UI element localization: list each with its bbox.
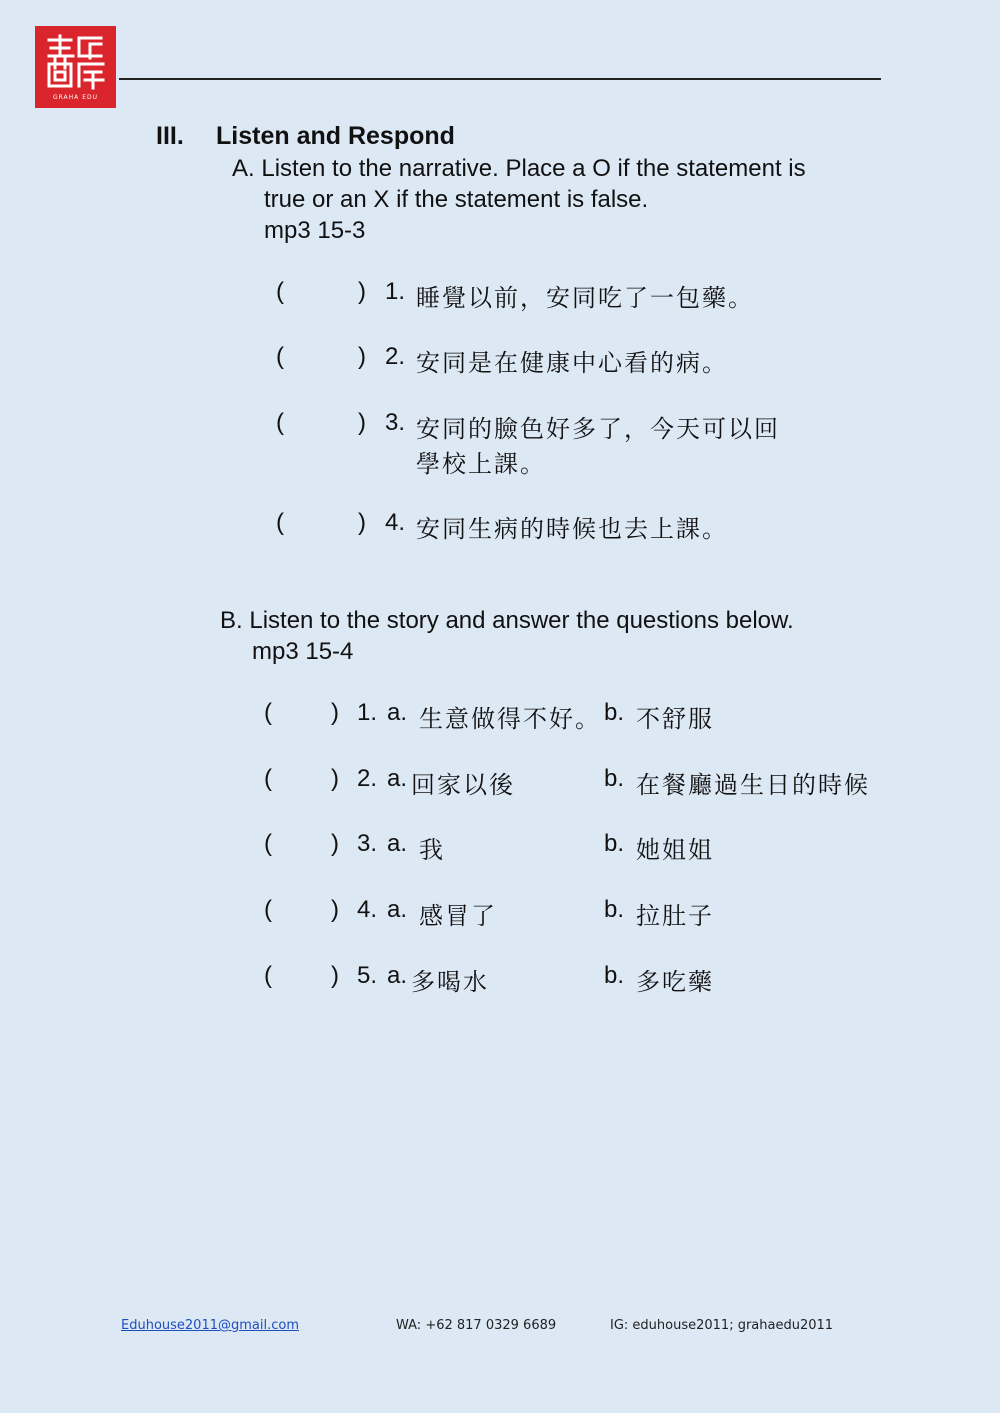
answer-blank-close: ) — [358, 409, 366, 436]
answer-blank-open[interactable]: ( — [264, 699, 272, 726]
part-b-item — [0, 699, 1000, 733]
option-b-text: 她姐姐 — [636, 836, 714, 864]
option-b-text: 在餐廳過生日的時候 — [636, 771, 870, 799]
footer-instagram: IG: eduhouse2011; grahaedu2011 — [610, 1318, 834, 1333]
option-b-label: b. — [604, 962, 625, 989]
answer-blank-close: ) — [358, 509, 366, 536]
statement-text-continued: 學校上課。 — [416, 450, 546, 478]
logo-brand-text: GRAHA EDU — [52, 94, 98, 101]
option-a-label: a. — [387, 896, 408, 923]
answer-blank-open[interactable]: ( — [276, 409, 284, 436]
answer-blank-close: ) — [331, 765, 339, 792]
statement-text: 安同的臉色好多了，今天可以回 — [416, 415, 780, 443]
part-a-item — [0, 409, 1000, 481]
option-b-label: b. — [604, 765, 625, 792]
item-number: 3. — [357, 830, 378, 857]
logo-seal-glyphs — [45, 34, 106, 90]
statement-text: 睡覺以前，安同吃了一包藥。 — [416, 284, 754, 312]
header-rule — [119, 78, 881, 80]
option-b-label: b. — [604, 699, 625, 726]
statement-text: 安同生病的時候也去上課。 — [416, 515, 728, 543]
item-number: 3. — [385, 409, 406, 436]
answer-blank-open[interactable]: ( — [264, 765, 272, 792]
answer-blank-close: ) — [331, 896, 339, 923]
part-a-item — [0, 278, 1000, 312]
part-a-instruction-line: mp3 15-3 — [264, 217, 366, 244]
answer-blank-close: ) — [331, 962, 339, 989]
part-a-item — [0, 509, 1000, 543]
section-number: III. — [156, 122, 184, 150]
option-a-text: 回家以後 — [411, 771, 515, 799]
answer-blank-open[interactable]: ( — [276, 278, 284, 305]
option-b-text: 不舒服 — [636, 705, 714, 733]
item-number: 1. — [385, 278, 406, 305]
option-b-text: 多吃藥 — [636, 968, 714, 996]
part-a-instruction-line: true or an X if the statement is false. — [264, 186, 649, 213]
answer-blank-close: ) — [331, 830, 339, 857]
item-number: 4. — [357, 896, 378, 923]
answer-blank-open[interactable]: ( — [264, 830, 272, 857]
part-b-instruction-line: mp3 15-4 — [252, 638, 354, 665]
option-a-label: a. — [387, 699, 408, 726]
option-a-label: a. — [387, 830, 408, 857]
part-b-instruction-line: B. Listen to the story and answer the questions below. — [220, 607, 794, 634]
option-b-text: 拉肚子 — [636, 902, 714, 930]
part-a-instructions — [232, 153, 806, 246]
footer-email-link[interactable]: Eduhouse2011@gmail.com — [121, 1318, 299, 1333]
answer-blank-close: ) — [331, 699, 339, 726]
logo — [35, 26, 116, 108]
option-a-label: a. — [387, 765, 408, 792]
option-b-label: b. — [604, 830, 625, 857]
section-title: Listen and Respond — [216, 122, 455, 150]
part-a-instruction-line: A. Listen to the narrative. Place a O if the statement is — [232, 155, 806, 182]
answer-blank-open[interactable]: ( — [276, 509, 284, 536]
answer-blank-open[interactable]: ( — [276, 343, 284, 370]
option-a-text: 我 — [419, 836, 445, 864]
item-number: 1. — [357, 699, 378, 726]
item-number: 4. — [385, 509, 406, 536]
part-b-item — [0, 896, 1000, 930]
option-a-text: 生意做得不好。 — [419, 705, 601, 733]
part-b-item — [0, 962, 1000, 996]
part-b-item — [0, 765, 1000, 799]
answer-blank-open[interactable]: ( — [264, 896, 272, 923]
item-number: 5. — [357, 962, 378, 989]
option-a-text: 多喝水 — [411, 968, 489, 996]
part-b-instructions — [220, 605, 794, 667]
item-number: 2. — [357, 765, 378, 792]
footer-whatsapp: WA: +62 817 0329 6689 — [396, 1318, 557, 1333]
answer-blank-open[interactable]: ( — [264, 962, 272, 989]
statement-text: 安同是在健康中心看的病。 — [416, 349, 728, 377]
part-a-item — [0, 343, 1000, 377]
answer-blank-close: ) — [358, 278, 366, 305]
item-number: 2. — [385, 343, 406, 370]
part-b-item — [0, 830, 1000, 864]
option-a-label: a. — [387, 962, 408, 989]
option-b-label: b. — [604, 896, 625, 923]
answer-blank-close: ) — [358, 343, 366, 370]
option-a-text: 感冒了 — [419, 902, 497, 930]
